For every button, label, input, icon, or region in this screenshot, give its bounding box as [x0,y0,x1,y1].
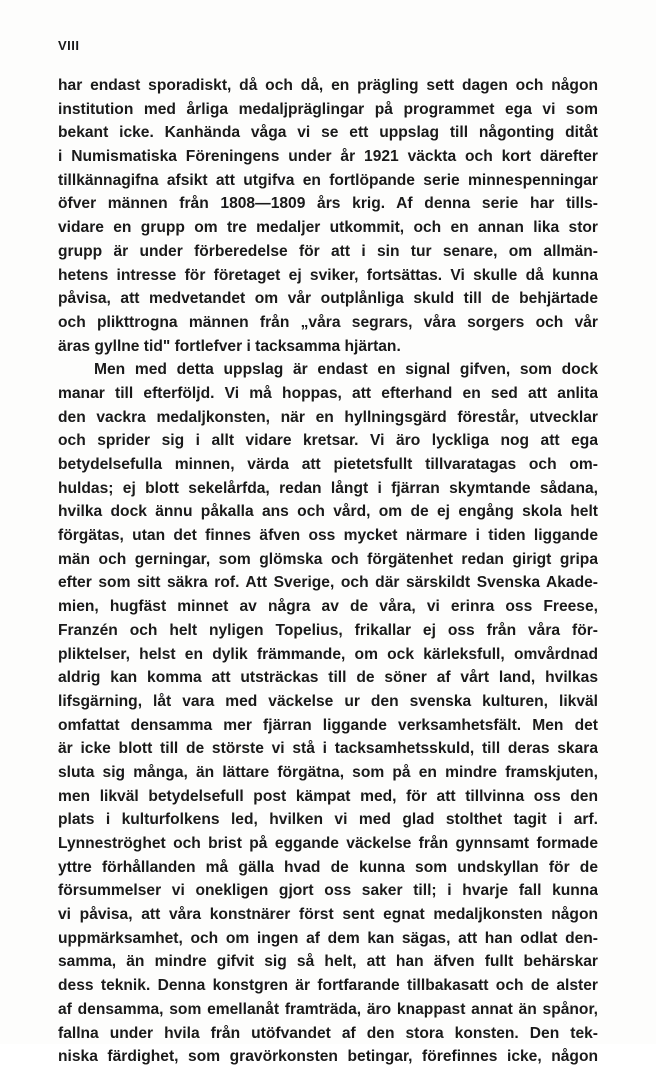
text-line: mien, hugfäst minnet av några av de våra, vi erinra oss Freese, [58,598,598,616]
text-line: tillkännagifna afsikt att utgifva en fortlöpande serie minnespenningar [58,171,598,189]
text-line: har endast sporadiskt, då och då, en prägling sett dagen och någon [58,77,598,94]
text-line: men likväl betydelsefull post kämpat med, för att tillvinna oss den [58,787,598,805]
text-line: pliktelser, helst en dylik främmande, om ock kärleksfull, omvårdnad [58,645,598,663]
text-line: Franzén och helt nyligen Topelius, frikallar ej oss från våra för- [58,621,598,639]
body-text [58,74,598,1069]
text-line: Lynneströghet och brist på eggande väckelse från gynnsamt formade [58,835,598,852]
text-line: och sprider sig i allt vidare kretsar. Vi äro lyckliga nog att ega [58,432,598,450]
text-line: försummelser vi onekligen gjort oss saker till; i hvarje fall kunna [58,882,598,900]
text-line: är icke blott till de störste vi stå i tacksamhetsskuld, till deras skara [58,740,598,758]
text-line: äras gyllne tid" fortlefver i tacksamma hjärtan. [58,337,401,355]
text-line: dess teknik. Denna konstgren är fortfarande tillbakasatt och de alster [58,977,598,995]
text-line: sluta sig många, än lättare förgätna, som på en mindre framskjuten, [58,763,598,781]
text-line: betydelsefulla minnen, värda att pietetsfullt tillvaratagas och om- [58,456,598,473]
text-line: lifsgärning, låt vara med väckelse ur den svenska kulturen, likväl [58,692,598,710]
text-line: grupp är under förberedelse för att i sin tur senare, om allmän- [58,242,598,260]
text-line: uppmärksamhet, och om ingen af dem kan sägas, att han odlat den- [58,929,598,947]
text-line: och plikttrogna männen från „våra segrars, våra sorgers och vår [58,313,598,331]
text-line: plats i kulturfolkens led, hvilken vi med glad stolthet tagit i arf. [58,811,598,829]
text-line: niska färdighet, som gravörkonsten betingar, förefinnes icke, någon [58,1048,598,1066]
text-line: förgätas, utan det finnes äfven oss mycket närmare i tiden liggande [58,527,598,545]
text-line: fallna under hvila från utöfvandet af den stora konsten. Den tek- [58,1024,598,1042]
text-line: i Numismatiska Föreningens under år 1921 väckta och kort därefter [58,148,598,166]
text-line: vi påvisa, att våra konstnärer först sent egnat medaljkonsten någon [58,906,598,924]
text-line: omfattat densamma mer fjärran liggande verksamhetsfält. Men det [58,716,598,734]
text-line: den vackra medaljkonsten, när en hyllningsgärd förestår, utvecklar [58,408,598,426]
text-line: Men med detta uppslag är endast en signal gifven, som dock [94,361,598,379]
text-line: vidare en grupp om tre medaljer utkommit, och en annan lika stor [58,219,598,237]
text-line: huldas; ej blott sekelårfda, redan långt i fjärran skymtande sådana, [58,479,598,497]
text-line: påvisa, att medvetandet om vår outplånliga skuld till de behjärtade [58,290,598,308]
text-line: män och gerningar, som glömska och förgätenhet redan girigt gripa [58,550,598,568]
text-line: af densamma, som emellanåt framträda, äro knappast annat än spånor, [58,1000,598,1018]
text-line: aldrig kan komma att utsträckas till de söner af vårt land, hvilkas [58,669,598,687]
text-line: bekant icke. Kanhända våga vi se ett uppslag till någonting ditåt [58,124,598,142]
text-line: öfver männen från 1808—1809 års krig. Af denna serie har tills- [58,195,598,213]
text-line: yttre förhållanden må gälla hvad de kunna som undskyllan för de [58,858,598,876]
text-line: efter som sitt säkra rof. Att Sverige, och där särskildt Svenska Akade- [58,574,598,592]
text-line: samma, än mindre gifvit sig så helt, att han äfven fullt behärskar [58,953,598,971]
page-number: VIII [58,38,80,53]
text-line: hetens intresse för företaget ej sviker, fortsättas. Vi skulle då kunna [58,266,598,284]
text-line: hvilka dock ännu påkalla ans och vård, om de ej engång skola helt [58,503,598,521]
text-line: manar till efterföljd. Vi må hoppas, att efterhand en sed att anlita [58,384,598,402]
text-line: institution med årliga medaljpräglingar på programmet ega vi som [58,100,598,118]
